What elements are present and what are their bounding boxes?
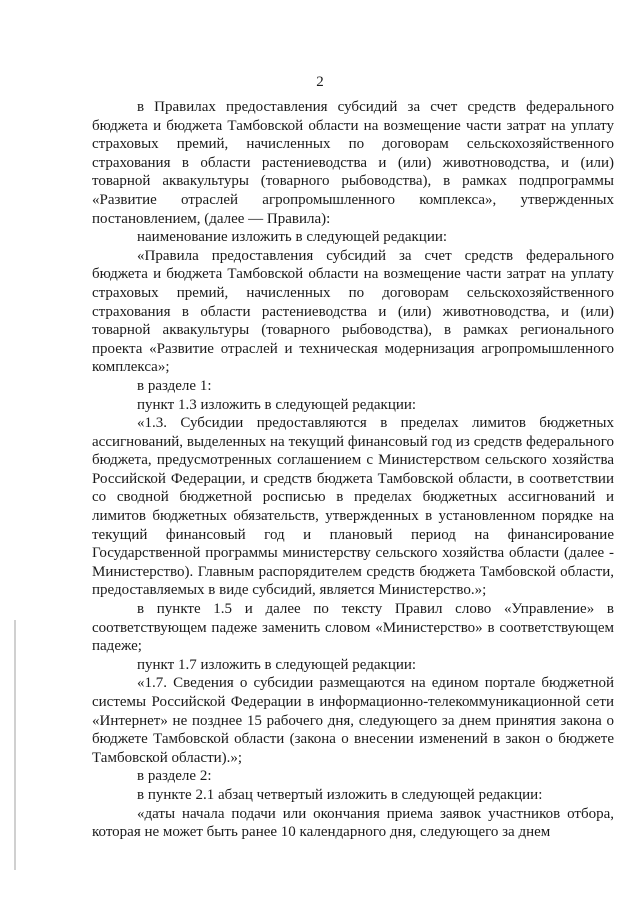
paragraph: «даты начала подачи или окончания приема заявок участников отбора, которая не может быть ранее 10 календарного дня, следующего за днем bbox=[92, 805, 614, 841]
scan-margin-mark bbox=[14, 620, 16, 870]
paragraph: пункт 1.3 изложить в следующей редакции: bbox=[137, 396, 417, 413]
paragraph: пункт 1.7 изложить в следующей редакции: bbox=[137, 656, 417, 673]
paragraph: «1.3. Субсидии предоставляются в пределах лимитов бюджетных ассигнований, выделенных на текущий финансовый год из средств федерального бюджета, предусмотренных соглашением с Министерством сельского хозяйства Российской Федерации, и средств бюджета Тамбовской области, в соответствии со сводной бюджетной росписью в пределах бюджетных ассигнований и лимитов бюджетных обязательств, утвержденных в установленном порядке на текущий финансовый год и плановый период на финансирование Государственной программы министерству сельского хозяйства области (далее - Министерство). Главным распорядителем средств бюджета Тамбовской области, предоставляемых в виде субсидий, является Министерство.»; bbox=[92, 415, 614, 599]
paragraph: в разделе 2: bbox=[137, 768, 212, 785]
paragraph: «Правила предоставления субсидий за счет средств федерального бюджета и бюджета Тамбовской области на возмещение части затрат на уплату страховых премий, начисленных по договорам сельскохозяйственного страхования в области растениеводства и (или) животноводства, и (или) товарной аквакультуры (товарного рыбоводства), в рамках регионального проекта «Развитие отраслей и техническая модернизация агропромышленного комплекса»; bbox=[92, 247, 614, 376]
paragraph: в пункте 2.1 абзац четвертый изложить в следующей редакции: bbox=[137, 786, 543, 803]
paragraph: в разделе 1: bbox=[137, 377, 212, 394]
document-body bbox=[92, 98, 614, 842]
paragraph: в пункте 1.5 и далее по тексту Правил слово «Управление» в соответствующем падеже заменить словом «Министерство» в соответствующем падеже; bbox=[92, 601, 614, 655]
paragraph: в Правилах предоставления субсидий за счет средств федерального бюджета и бюджета Тамбовской области на возмещение части затрат на уплату страховых премий, начисленных по договорам сельскохозяйственного страхования в области растениеводства и (или) животноводства, и (или) товарной аквакультуры (товарного рыбоводства), в рамках подпрограммы «Развитие отраслей агропромышленного комплекса», утвержденных постановлением, (далее — Правила): bbox=[92, 99, 614, 227]
paragraph: наименование изложить в следующей редакции: bbox=[137, 229, 448, 246]
page-number: 2 bbox=[316, 74, 324, 90]
paragraph: «1.7. Сведения о субсидии размещаются на едином портале бюджетной системы Российской Федерации в информационно-телекоммуникационной сети «Интернет» не позднее 15 рабочего дня, следующего за днем принятия закона о бюджете Тамбовской области (закона о внесении изменений в закон о бюджете Тамбовской области).»; bbox=[92, 675, 614, 766]
